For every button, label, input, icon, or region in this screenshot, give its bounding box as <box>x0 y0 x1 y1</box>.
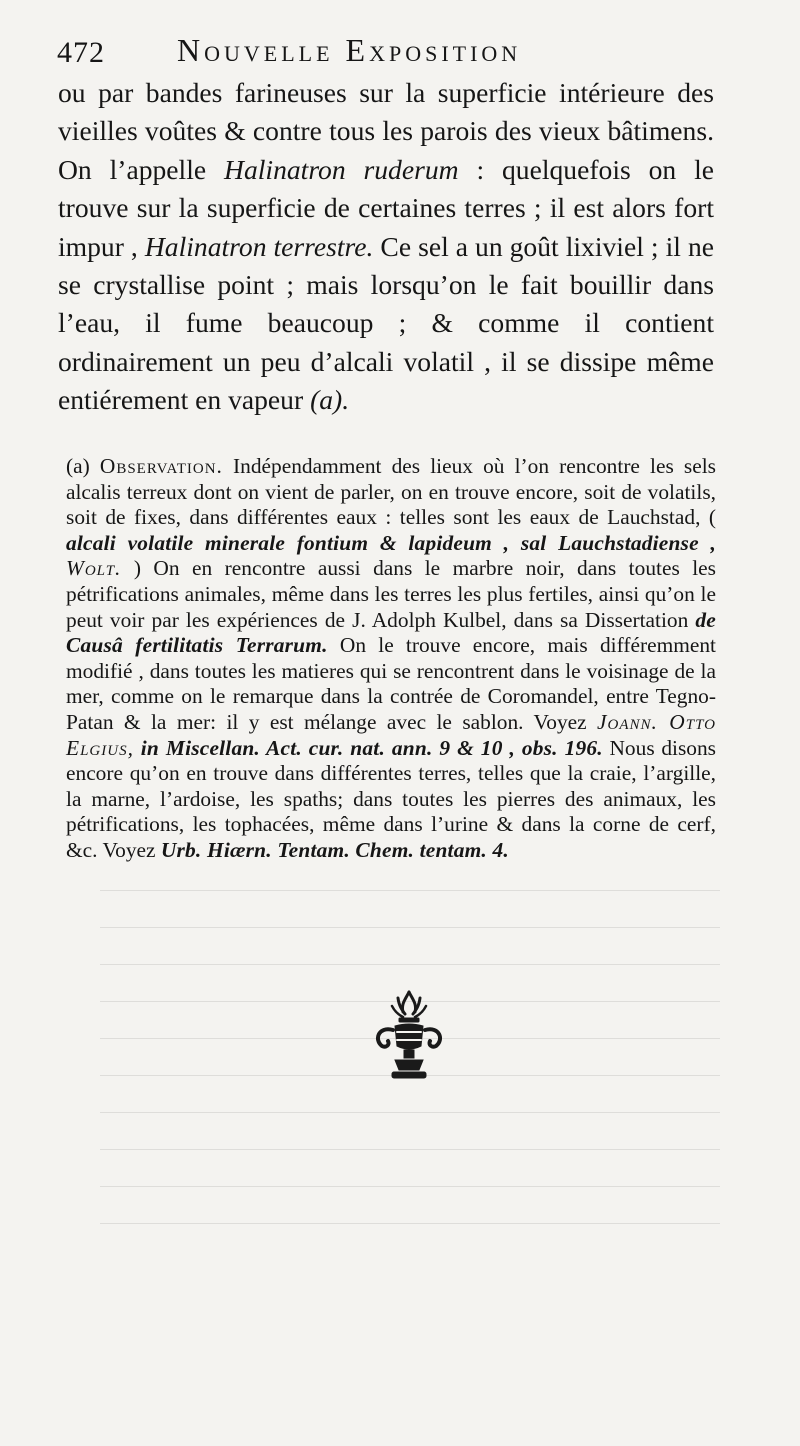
footnote-author-elgius: Joann. Otto Elgius, <box>66 709 716 760</box>
urn-fleuron-icon <box>368 988 450 1092</box>
running-title: Nouvelle Exposition <box>177 32 522 68</box>
footnote-text-2: ) On en rencontre aussi dans le marbre noir, dans toutes les pétrifications animales, même dans les terres les plus fertiles, ainsi qu’on le peut voir par les expériences de J. Adolph Kulbel, dans sa Dissertation <box>66 556 716 632</box>
footnote-latin-3: in Miscellan. Act. cur. nat. ann. 9 & 10 , obs. 196. <box>133 735 603 760</box>
footnote-text-1: Indépendamment des lieux où l’on rencontre les sels alcalis terreux dont on vient de parler, on en trouve encore, soit de volatils, soit de fixes, dans différentes eaux : telles sont les eaux de Lauchstad, ( <box>66 454 716 530</box>
body-text-3: Ce sel a un goût lixiviel ; il ne se crystallise point ; mais lorsqu’on le fait bouillir dans l’eau, il fume beaucoup ; & comme il contient ordinairement un peu d’alcali volatil , il se dissipe même entiérement en vapeur <box>58 230 714 416</box>
footnote <box>66 454 716 864</box>
footnote-author-wolt: Wolt. <box>66 556 122 581</box>
main-paragraph <box>58 74 714 420</box>
footnote-reference: (a). <box>310 384 350 416</box>
footnote-label: (a) <box>66 454 90 478</box>
footnote-latin-2: de Causâ fertilitatis Terrarum. <box>66 607 716 658</box>
footnote-text-4: Nous disons encore qu’on en trouve dans différentes terres, telles que la craie, l’argille, la marne, l’ardoise, les spaths; dans toutes les pierres des animaux, les pétrifications, les tophacées, même dans l’urine & dans la corne de cerf, &c. Voyez <box>66 735 716 862</box>
page-number: 472 <box>57 36 105 69</box>
latin-name-ruderum: Halinatron ruderum <box>224 153 459 185</box>
body-text-2: : quelquefois on le trouve sur la superficie de certaines terres ; il est alors fort impur , <box>58 153 714 262</box>
main-text <box>58 74 714 420</box>
footnote-text-3: On le trouve encore, mais différemment modifié , dans toutes les matieres qui se rencontrent dans le voisinage de la mer, comme on le remarque dans la contrée de Coromandel, entre Tegno-Patan & la mer: il y est mélange avec le sablon. Voyez <box>66 633 717 734</box>
page-header <box>57 32 760 78</box>
footnote-latin-4: Urb. Hiærn. Tentam. Chem. tentam. 4. <box>160 837 509 862</box>
footnote-heading: Observation. <box>99 454 223 478</box>
footnote-paragraph <box>66 454 716 864</box>
latin-name-terrestre: Halinatron terrestre. <box>144 230 374 262</box>
footnote-latin-1: alcali volatile minerale fontium & lapideum , sal Lauchstadiense , <box>66 530 716 555</box>
body-text-1: ou par bandes farineuses sur la superficie intérieure des vieilles voûtes & contre tous les parois des vieux bâtimens. On l’appelle <box>58 77 714 185</box>
